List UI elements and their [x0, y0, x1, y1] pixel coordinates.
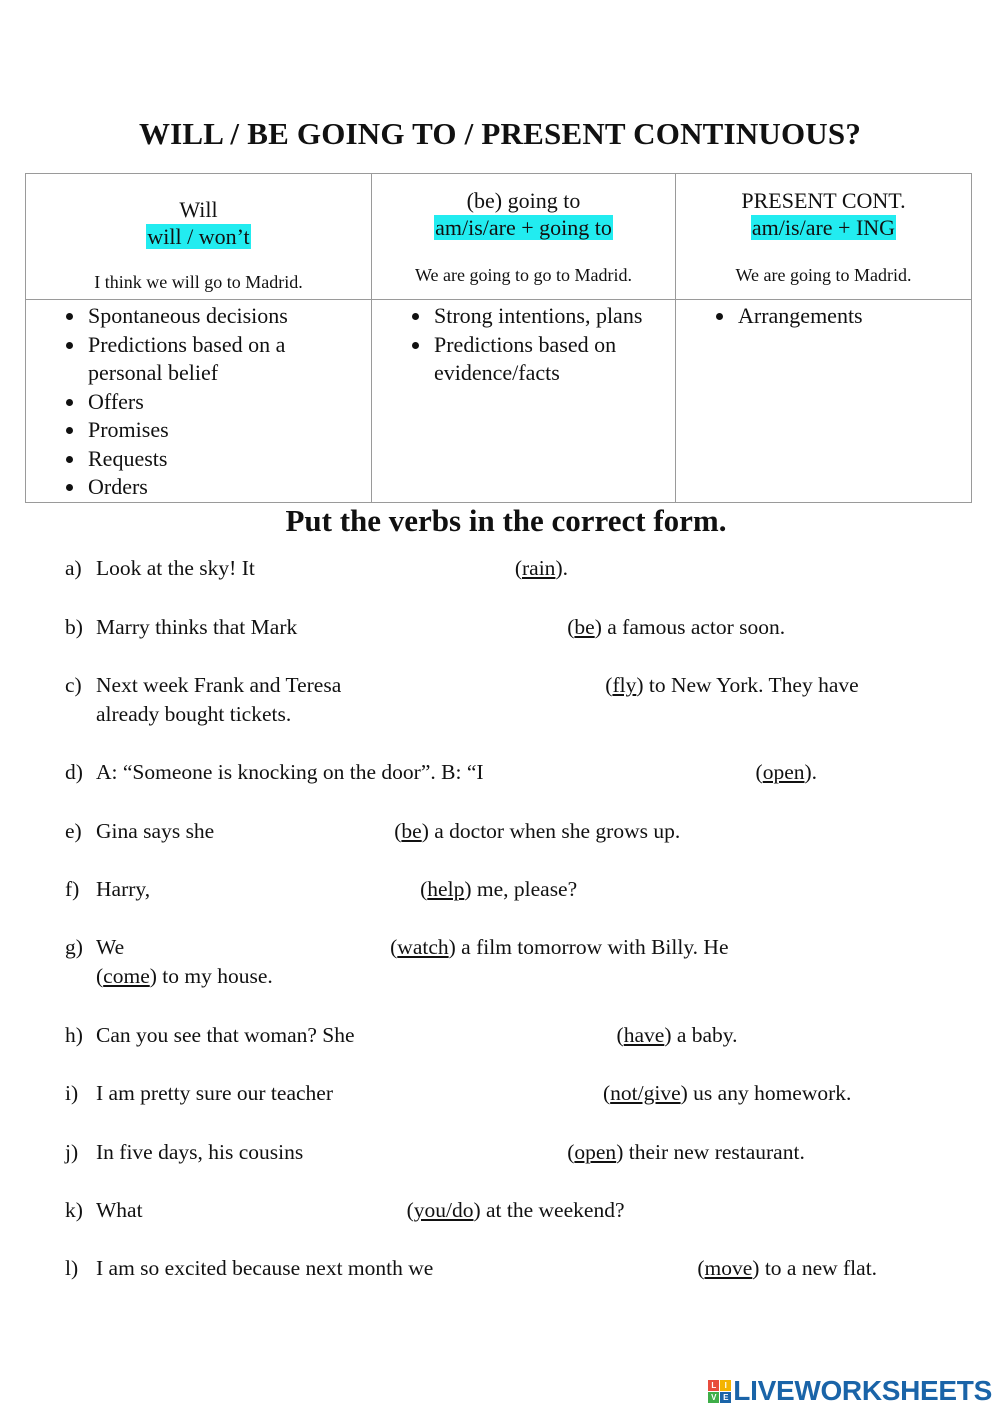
logo-text: LIVEWORKSHEETS: [733, 1375, 992, 1406]
list-item: • Arrangements: [736, 302, 971, 331]
exercise-l: l) I am so excited because next month we (move) to a new flat.: [65, 1256, 878, 1280]
verb-hint: have: [623, 1023, 665, 1047]
list-item: • Spontaneous decisions: [86, 302, 371, 331]
exercise-c: c) Next week Frank and Teresa (fly) to New York. They have already bought tickets.: [65, 673, 859, 726]
worksheet-title: WILL / BE GOING TO / PRESENT CONTINUOUS?: [138, 116, 862, 151]
present-cont-header-cell: [676, 174, 972, 300]
going-to-example: We are going to go to Madrid.: [414, 265, 632, 285]
going-to-uses-list: [372, 302, 675, 388]
grammar-table: [25, 173, 972, 503]
will-uses-cell: [26, 300, 372, 503]
verb-hint: move: [704, 1256, 753, 1280]
exercise-g: g) We (watch) a film tomorrow with Billy. He (come) to my house.: [65, 935, 729, 988]
table-uses-row: [26, 300, 972, 503]
will-example: I think we will go to Madrid.: [94, 272, 303, 292]
verb-hint: watch: [397, 935, 449, 959]
verb-hint: open: [762, 760, 805, 784]
verb-hint: come: [103, 964, 150, 988]
list-item: • Strong intentions, plans: [432, 302, 675, 331]
list-item: • Predictions based on evidence/facts: [432, 331, 675, 388]
exercise-a: a) Look at the sky! It (rain).: [65, 556, 568, 580]
going-to-form: am/is/are + going to: [435, 215, 612, 240]
present-cont-form: am/is/are + ING: [751, 215, 896, 240]
list-item: • Offers: [86, 388, 371, 417]
table-header-row: [26, 174, 972, 300]
will-form: will / won’t: [147, 224, 250, 249]
list-item: • Requests: [86, 445, 371, 474]
present-cont-uses-list: [676, 302, 971, 331]
verb-hint: be: [401, 819, 422, 843]
going-to-name: (be) going to: [466, 188, 581, 213]
going-to-uses-cell: [372, 300, 676, 503]
exercise-h: h) Can you see that woman? She (have) a baby.: [65, 1023, 738, 1047]
list-item: • Promises: [86, 416, 371, 445]
list-item: • Predictions based on a personal belief: [86, 331, 371, 388]
verb-hint: open: [574, 1140, 617, 1164]
exercise-k: k) What (you/do) at the weekend?: [65, 1198, 625, 1222]
exercise-e: e) Gina says she (be) a doctor when she grows up.: [65, 819, 681, 843]
present-cont-name: PRESENT CONT.: [741, 188, 906, 213]
exercise-d: d) A: “Someone is knocking on the door”. B: “I (open).: [65, 760, 818, 784]
going-to-header-cell: [372, 174, 676, 300]
verb-hint: help: [427, 877, 465, 901]
logo-badge-icon: L I V E: [708, 1380, 731, 1403]
instruction-heading: Put the verbs in the correct form.: [285, 503, 727, 538]
verb-hint: be: [574, 615, 595, 639]
verb-hint: rain: [522, 556, 556, 580]
liveworksheets-logo[interactable]: [708, 1375, 992, 1407]
verb-hint: you/do: [413, 1198, 474, 1222]
will-header-cell: [26, 174, 372, 300]
present-cont-uses-cell: [676, 300, 972, 503]
exercise-b: b) Marry thinks that Mark (be) a famous actor soon.: [65, 615, 786, 639]
exercise-j: j) In five days, his cousins (open) their new restaurant.: [65, 1140, 805, 1164]
verb-hint: not/give: [610, 1081, 681, 1105]
will-name: Will: [179, 197, 218, 222]
exercise-i: i) I am pretty sure our teacher (not/give) us any homework.: [65, 1081, 852, 1105]
exercise-f: f) Harry, (help) me, please?: [65, 877, 578, 901]
present-cont-example: We are going to Madrid.: [735, 265, 912, 285]
list-item: • Orders: [86, 473, 371, 502]
will-uses-list: [26, 302, 371, 502]
verb-hint: fly: [612, 673, 637, 697]
